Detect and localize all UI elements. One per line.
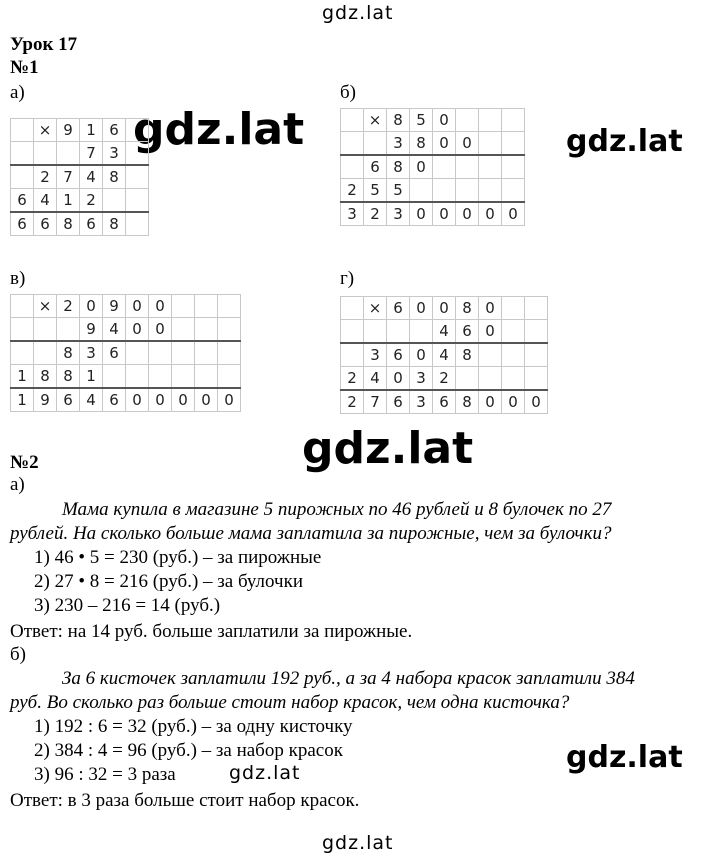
grid-cell bbox=[126, 365, 149, 389]
task1-part-b-label: б) bbox=[340, 82, 356, 103]
grid-cell bbox=[502, 179, 525, 203]
grid-cell: 1 bbox=[57, 189, 80, 213]
grid-cell bbox=[456, 367, 479, 391]
task2-b-step-2: 2) 384 : 4 = 96 (руб.) – за набор красок bbox=[34, 740, 343, 761]
grid-cell: 0 bbox=[387, 367, 410, 391]
multiply-sign: × bbox=[364, 297, 387, 320]
grid-cell: 6 bbox=[80, 212, 103, 236]
grid-cell bbox=[126, 119, 149, 142]
task2-a-problem-line1: Мама купила в магазине 5 пирожных по 46 рублей и 8 булочек по 27 bbox=[62, 499, 612, 520]
grid-cell bbox=[525, 320, 548, 344]
grid-cell bbox=[502, 343, 525, 367]
grid-row bbox=[11, 142, 149, 166]
grid-cell bbox=[479, 343, 502, 367]
grid-cell: 3 bbox=[364, 343, 387, 367]
grid-cell: 6 bbox=[103, 388, 126, 412]
grid-cell bbox=[11, 341, 34, 365]
grid-cell bbox=[172, 318, 195, 342]
grid-cell bbox=[341, 155, 364, 179]
grid-cell bbox=[341, 132, 364, 156]
grid-cell: 1 bbox=[11, 365, 34, 389]
grid-cell bbox=[172, 365, 195, 389]
grid-cell: 0 bbox=[479, 202, 502, 226]
grid-cell: 4 bbox=[433, 343, 456, 367]
grid-cell: 6 bbox=[387, 297, 410, 320]
grid-cell bbox=[57, 142, 80, 166]
grid-row bbox=[341, 155, 525, 179]
grid-cell bbox=[433, 155, 456, 179]
grid-cell: 3 bbox=[103, 142, 126, 166]
grid-cell: 8 bbox=[456, 390, 479, 414]
grid-row bbox=[341, 179, 525, 203]
task2-a-step-1: 1) 46 • 5 = 230 (руб.) – за пирожные bbox=[34, 547, 322, 568]
grid-cell: 2 bbox=[433, 367, 456, 391]
grid-cell bbox=[525, 367, 548, 391]
grid-row bbox=[341, 202, 525, 226]
grid-cell bbox=[149, 341, 172, 365]
grid-cell bbox=[341, 343, 364, 367]
grid-cell: 8 bbox=[456, 297, 479, 320]
grid-cell: 0 bbox=[126, 295, 149, 318]
grid-cell: 6 bbox=[103, 341, 126, 365]
grid-cell: 1 bbox=[80, 365, 103, 389]
grid-cell bbox=[34, 318, 57, 342]
grid-cell bbox=[126, 212, 149, 236]
task2-a-problem-line2: рублей. На сколько больше мама заплатила за пирожные, чем за булочки? bbox=[10, 523, 612, 544]
grid-cell: 0 bbox=[410, 202, 433, 226]
multiply-sign: × bbox=[34, 119, 57, 142]
grid-cell: 0 bbox=[525, 390, 548, 414]
watermark-inline: gdz.lat bbox=[229, 762, 301, 784]
grid-cell: 2 bbox=[341, 390, 364, 414]
grid-cell: 8 bbox=[103, 165, 126, 189]
grid-cell: 6 bbox=[11, 189, 34, 213]
grid-cell: 7 bbox=[80, 142, 103, 166]
grid-cell bbox=[387, 320, 410, 344]
grid-cell bbox=[195, 295, 218, 318]
grid-cell bbox=[479, 179, 502, 203]
task2-part-a-label: а) bbox=[10, 474, 25, 495]
grid-cell: 3 bbox=[410, 367, 433, 391]
grid-cell: 0 bbox=[433, 132, 456, 156]
grid-cell: 0 bbox=[456, 132, 479, 156]
grid-cell bbox=[218, 318, 241, 342]
grid-cell: 0 bbox=[149, 388, 172, 412]
grid-cell: 2 bbox=[34, 165, 57, 189]
grid-cell: 3 bbox=[410, 390, 433, 414]
grid-cell: 4 bbox=[80, 388, 103, 412]
grid-cell bbox=[126, 142, 149, 166]
grid-cell bbox=[456, 109, 479, 132]
grid-cell: 6 bbox=[11, 212, 34, 236]
grid-cell bbox=[11, 142, 34, 166]
multiply-sign: × bbox=[364, 109, 387, 132]
task2-a-answer: Ответ: на 14 руб. больше заплатили за пирожные. bbox=[10, 621, 413, 642]
grid-cell: 6 bbox=[34, 212, 57, 236]
grid-cell bbox=[525, 343, 548, 367]
multiplication-grid-v bbox=[10, 294, 241, 412]
grid-cell: 0 bbox=[433, 109, 456, 132]
grid-row bbox=[11, 295, 241, 318]
grid-row bbox=[11, 119, 149, 142]
grid-cell: 2 bbox=[80, 189, 103, 213]
grid-cell: 2 bbox=[364, 202, 387, 226]
grid-row bbox=[11, 388, 241, 412]
grid-cell: 6 bbox=[456, 320, 479, 344]
watermark-bottom: gdz.lat bbox=[322, 832, 394, 854]
grid-cell bbox=[502, 132, 525, 156]
grid-cell bbox=[502, 297, 525, 320]
watermark-medium-2: gdz.lat bbox=[566, 740, 683, 775]
task2-b-step-1: 1) 192 : 6 = 32 (руб.) – за одну кисточку bbox=[34, 716, 353, 737]
multiply-sign: × bbox=[34, 295, 57, 318]
grid-cell: 7 bbox=[364, 390, 387, 414]
grid-cell bbox=[502, 367, 525, 391]
grid-cell: 6 bbox=[57, 388, 80, 412]
grid-cell: 0 bbox=[149, 295, 172, 318]
grid-cell bbox=[11, 165, 34, 189]
grid-cell bbox=[34, 142, 57, 166]
grid-cell: 9 bbox=[34, 388, 57, 412]
task1-part-v-label: в) bbox=[10, 268, 26, 289]
grid-cell bbox=[456, 155, 479, 179]
grid-cell bbox=[195, 341, 218, 365]
grid-row bbox=[11, 365, 241, 389]
grid-cell bbox=[502, 109, 525, 132]
grid-row bbox=[11, 318, 241, 342]
grid-cell: 8 bbox=[103, 212, 126, 236]
grid-cell: 6 bbox=[387, 343, 410, 367]
grid-cell: 6 bbox=[387, 390, 410, 414]
grid-cell: 3 bbox=[387, 132, 410, 156]
grid-cell: 8 bbox=[57, 341, 80, 365]
grid-cell: 0 bbox=[126, 318, 149, 342]
grid-cell bbox=[103, 365, 126, 389]
grid-cell: 8 bbox=[57, 212, 80, 236]
grid-row bbox=[11, 165, 149, 189]
grid-cell: 6 bbox=[433, 390, 456, 414]
grid-row bbox=[341, 297, 548, 320]
grid-cell: 3 bbox=[80, 341, 103, 365]
grid-cell: 5 bbox=[387, 179, 410, 203]
grid-row bbox=[341, 109, 525, 132]
grid-cell: 9 bbox=[57, 119, 80, 142]
grid-cell: 8 bbox=[456, 343, 479, 367]
grid-cell bbox=[525, 297, 548, 320]
watermark-large-2: gdz.lat bbox=[302, 423, 474, 474]
watermark-large-1: gdz.lat bbox=[133, 104, 305, 155]
grid-cell: 0 bbox=[126, 388, 149, 412]
grid-cell bbox=[456, 179, 479, 203]
task1-number: №1 bbox=[10, 57, 39, 78]
grid-cell: 4 bbox=[103, 318, 126, 342]
grid-cell bbox=[410, 320, 433, 344]
grid-cell bbox=[11, 318, 34, 342]
grid-cell: 9 bbox=[80, 318, 103, 342]
grid-cell: 8 bbox=[57, 365, 80, 389]
grid-cell: 2 bbox=[57, 295, 80, 318]
grid-cell bbox=[126, 341, 149, 365]
grid-cell bbox=[341, 297, 364, 320]
grid-cell: 4 bbox=[364, 367, 387, 391]
grid-cell: 9 bbox=[103, 295, 126, 318]
grid-cell: 0 bbox=[172, 388, 195, 412]
multiplication-grid-a bbox=[10, 118, 149, 236]
task2-b-problem-line2: руб. Во сколько раз больше стоит набор красок, чем одна кисточка? bbox=[10, 692, 570, 713]
grid-cell bbox=[479, 367, 502, 391]
task2-number: №2 bbox=[10, 452, 39, 473]
grid-row bbox=[11, 341, 241, 365]
grid-cell: 6 bbox=[103, 119, 126, 142]
grid-cell: 0 bbox=[502, 202, 525, 226]
grid-cell bbox=[172, 295, 195, 318]
grid-cell: 0 bbox=[218, 388, 241, 412]
grid-cell: 7 bbox=[57, 165, 80, 189]
grid-cell bbox=[479, 132, 502, 156]
grid-cell bbox=[433, 179, 456, 203]
grid-cell bbox=[11, 295, 34, 318]
grid-cell bbox=[479, 109, 502, 132]
grid-cell: 6 bbox=[364, 155, 387, 179]
grid-cell bbox=[502, 155, 525, 179]
watermark-top: gdz.lat bbox=[322, 2, 394, 24]
grid-cell: 0 bbox=[479, 297, 502, 320]
grid-cell bbox=[341, 320, 364, 344]
grid-cell: 0 bbox=[410, 343, 433, 367]
grid-cell bbox=[172, 341, 195, 365]
grid-cell: 1 bbox=[11, 388, 34, 412]
grid-cell: 2 bbox=[341, 367, 364, 391]
grid-cell: 3 bbox=[387, 202, 410, 226]
grid-cell: 5 bbox=[364, 179, 387, 203]
grid-cell: 8 bbox=[387, 155, 410, 179]
grid-cell bbox=[218, 295, 241, 318]
grid-cell: 4 bbox=[34, 189, 57, 213]
grid-row bbox=[11, 189, 149, 213]
watermark-medium-1: gdz.lat bbox=[566, 124, 683, 159]
grid-cell: 0 bbox=[80, 295, 103, 318]
grid-cell: 0 bbox=[195, 388, 218, 412]
grid-cell bbox=[126, 165, 149, 189]
grid-cell: 4 bbox=[80, 165, 103, 189]
grid-cell: 0 bbox=[479, 320, 502, 344]
grid-cell bbox=[195, 318, 218, 342]
grid-cell bbox=[195, 365, 218, 389]
task1-part-g-label: г) bbox=[340, 268, 355, 289]
grid-cell bbox=[218, 365, 241, 389]
grid-row bbox=[11, 212, 149, 236]
grid-cell bbox=[149, 365, 172, 389]
grid-row bbox=[341, 132, 525, 156]
grid-row bbox=[341, 390, 548, 414]
grid-cell: 8 bbox=[34, 365, 57, 389]
grid-cell: 8 bbox=[387, 109, 410, 132]
grid-cell bbox=[364, 320, 387, 344]
grid-cell: 0 bbox=[410, 297, 433, 320]
task2-b-answer: Ответ: в 3 раза больше стоит набор красок. bbox=[10, 790, 360, 811]
task2-b-problem-line1: За 6 кисточек заплатили 192 руб., а за 4 набора красок заплатили 384 bbox=[62, 668, 635, 689]
grid-cell bbox=[479, 155, 502, 179]
task2-part-b-label: б) bbox=[10, 644, 26, 665]
grid-row bbox=[341, 320, 548, 344]
grid-cell: 2 bbox=[341, 179, 364, 203]
grid-cell: 5 bbox=[410, 109, 433, 132]
grid-cell bbox=[502, 320, 525, 344]
grid-cell bbox=[341, 109, 364, 132]
grid-cell: 0 bbox=[456, 202, 479, 226]
grid-cell: 8 bbox=[410, 132, 433, 156]
grid-cell bbox=[11, 119, 34, 142]
grid-cell bbox=[57, 318, 80, 342]
multiplication-grid-g bbox=[340, 296, 548, 414]
grid-row bbox=[341, 343, 548, 367]
task2-b-step-3: 3) 96 : 32 = 3 раза bbox=[34, 764, 176, 785]
grid-cell: 0 bbox=[479, 390, 502, 414]
lesson-title: Урок 17 bbox=[10, 34, 78, 55]
grid-cell bbox=[364, 132, 387, 156]
task1-part-a-label: а) bbox=[10, 82, 25, 103]
grid-cell: 0 bbox=[410, 155, 433, 179]
grid-cell: 0 bbox=[502, 390, 525, 414]
grid-cell: 0 bbox=[433, 202, 456, 226]
grid-cell bbox=[410, 179, 433, 203]
grid-cell: 4 bbox=[433, 320, 456, 344]
task2-a-step-3: 3) 230 – 216 = 14 (руб.) bbox=[34, 595, 221, 616]
grid-cell: 1 bbox=[80, 119, 103, 142]
task2-a-step-2: 2) 27 • 8 = 216 (руб.) – за булочки bbox=[34, 571, 304, 592]
grid-cell: 0 bbox=[433, 297, 456, 320]
grid-cell: 3 bbox=[341, 202, 364, 226]
multiplication-grid-b bbox=[340, 108, 525, 226]
grid-cell bbox=[218, 341, 241, 365]
grid-cell bbox=[103, 189, 126, 213]
grid-cell: 0 bbox=[149, 318, 172, 342]
grid-cell bbox=[126, 189, 149, 213]
grid-cell bbox=[34, 341, 57, 365]
grid-row bbox=[341, 367, 548, 391]
